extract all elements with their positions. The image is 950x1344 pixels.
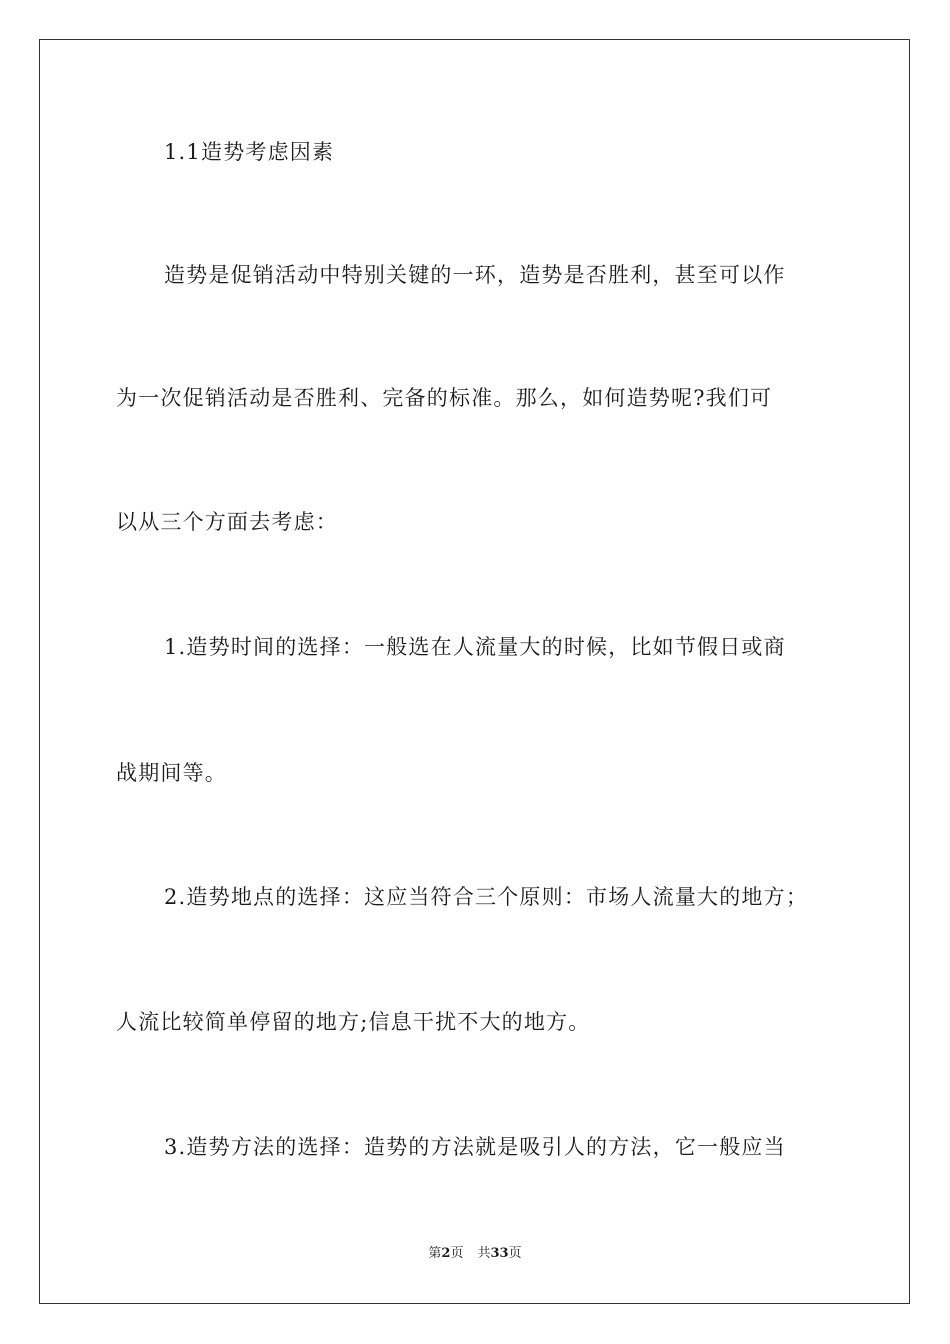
page-border <box>39 39 910 1304</box>
list-item-location: 2.造势地点的选择：这应当符合三个原则：市场人流量大的地方； <box>164 885 809 909</box>
paragraph-line: 为一次促销活动是否胜利、完备的标准。那么，如何造势呢?我们可 <box>116 386 773 410</box>
page-number: 2 <box>441 1246 451 1261</box>
list-item-method: 3.造势方法的选择：造势的方法就是吸引人的方法，它一般应当 <box>164 1135 786 1159</box>
paragraph-line: 造势是促销活动中特别关键的一环，造势是否胜利，甚至可以作 <box>164 263 786 287</box>
total-pages: 33 <box>490 1246 509 1261</box>
paragraph-line: 人流比较简单停留的地方;信息干扰不大的地方。 <box>116 1010 591 1034</box>
paragraph-line: 战期间等。 <box>116 761 227 785</box>
page-suffix: 页 <box>450 1246 464 1261</box>
total-prefix: 共 <box>477 1246 491 1261</box>
section-heading: 1.1造势考虑因素 <box>164 140 335 164</box>
total-suffix: 页 <box>508 1246 522 1261</box>
list-item-time: 1.造势时间的选择：一般选在人流量大的时候，比如节假日或商 <box>164 635 786 659</box>
page-prefix: 第 <box>428 1246 442 1261</box>
paragraph-line: 以从三个方面去考虑： <box>116 510 338 534</box>
page-footer <box>0 1246 950 1262</box>
